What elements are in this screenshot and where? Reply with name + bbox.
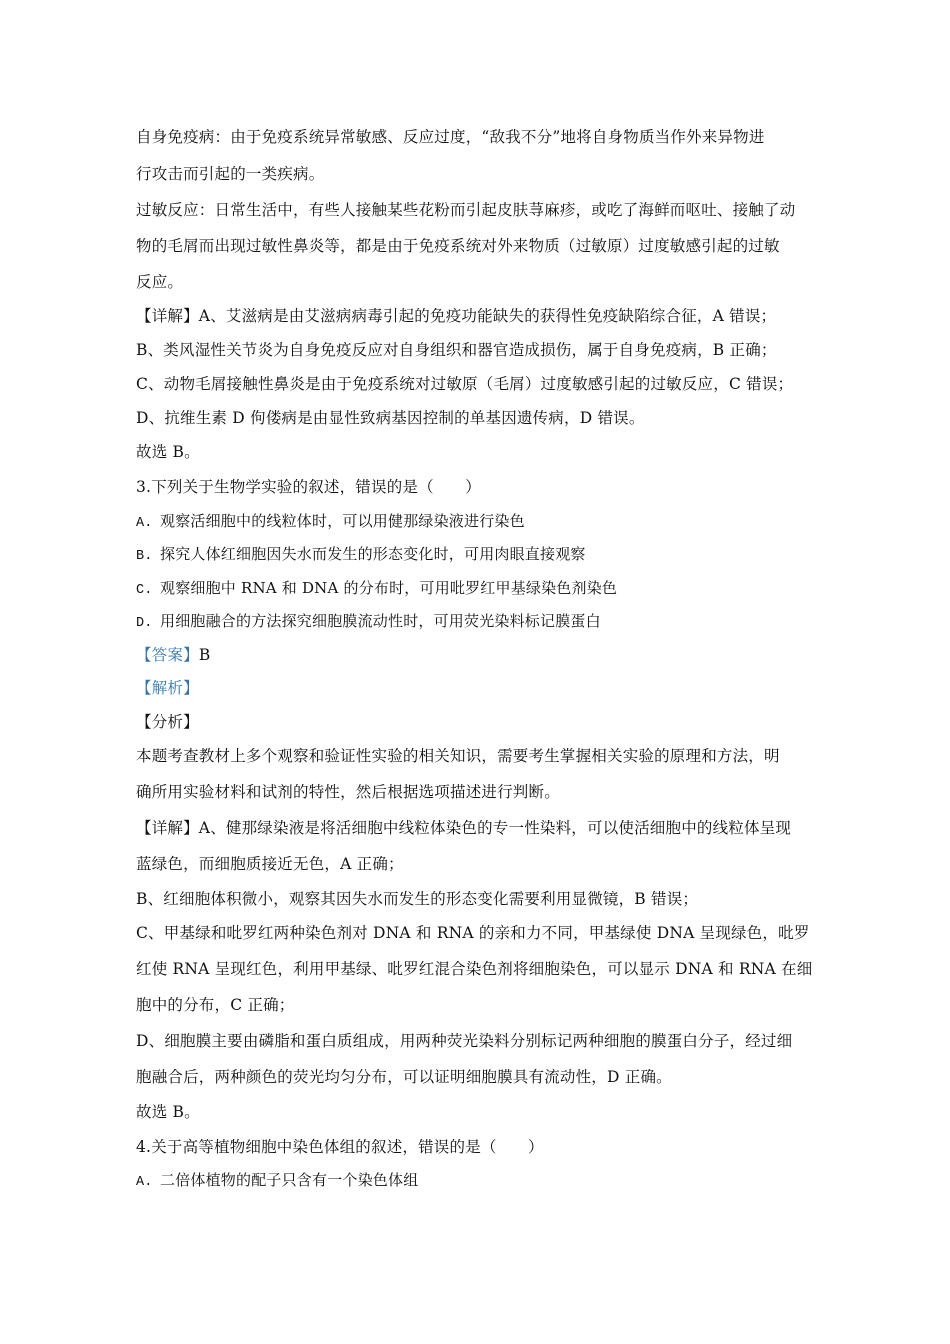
detail-line: 故选 B。 bbox=[136, 1103, 200, 1121]
detail-line: 胞中的分布，C 正确； bbox=[136, 996, 295, 1014]
fenxi-line: 确所用实验材料和试剂的特性，然后根据选项描述进行判断。 bbox=[136, 783, 560, 801]
option-text: 用细胞融合的方法探究细胞膜流动性时，可用荧光染料标记膜蛋白 bbox=[160, 612, 601, 630]
analysis-label: 【解析】 bbox=[136, 679, 199, 697]
option-text: 探究人体红细胞因失水而发生的形态变化时，可用肉眼直接观察 bbox=[160, 545, 586, 563]
paragraph-line: 反应。 bbox=[136, 273, 184, 291]
paragraph-line: D、抗维生素 D 佝偻病是由显性致病基因控制的单基因遗传病，D 错误。 bbox=[136, 409, 645, 427]
detail-line: 胞融合后，两种颜色的荧光均匀分布，可以证明细胞膜具有流动性，D 正确。 bbox=[136, 1068, 672, 1086]
option-text: 观察细胞中 RNA 和 DNA 的分布时，可用吡罗红甲基绿染色剂染色 bbox=[160, 579, 618, 597]
question-3-stem: 3.下列关于生物学实验的叙述，错误的是（ ） bbox=[136, 478, 481, 496]
paragraph-line: 自身免疫病：由于免疫系统异常敏感、反应过度，“敌我不分”地将自身物质当作外来异物进 bbox=[136, 128, 765, 146]
detail-line: D、细胞膜主要由磷脂和蛋白质组成，用两种荧光染料分别标记两种细胞的膜蛋白分子，经过细 bbox=[136, 1032, 793, 1050]
option-text: 观察活细胞中的线粒体时，可以用健那绿染液进行染色 bbox=[160, 512, 525, 530]
question-3-option-c bbox=[136, 578, 826, 601]
detail-line: 蓝绿色，而细胞质接近无色，A 正确； bbox=[136, 855, 404, 873]
fenxi-line: 本题考查教材上多个观察和验证性实验的相关知识，需要考生掌握相关实验的原理和方法，明 bbox=[136, 747, 780, 765]
question-4-stem: 4.关于高等植物细胞中染色体组的叙述，错误的是（ ） bbox=[136, 1138, 544, 1156]
option-key: A. bbox=[136, 516, 153, 531]
paragraph-line: B、类风湿性关节炎为自身免疫反应对自身组织和器官造成损伤，属于自身免疫病，B 正确； bbox=[136, 341, 777, 359]
detail-line: 红使 RNA 呈现红色，利用甲基绿、吡罗红混合染色剂将细胞染色，可以显示 DNA 和 RNA 在细 bbox=[136, 960, 813, 978]
option-key: B. bbox=[136, 549, 153, 564]
paragraph-line: 故选 B。 bbox=[136, 443, 200, 461]
option-key: A. bbox=[136, 1175, 153, 1190]
question-3-option-b bbox=[136, 544, 826, 567]
question-4-option-a bbox=[136, 1170, 826, 1193]
fenxi-label: 【分析】 bbox=[136, 713, 199, 731]
paragraph-line: 【详解】A、艾滋病是由艾滋病病毒引起的免疫功能缺失的获得性免疫缺陷综合征，A 错误； bbox=[136, 307, 777, 325]
paragraph-line: 行攻击而引起的一类疾病。 bbox=[136, 165, 325, 183]
detail-line: 【详解】A、健那绿染液是将活细胞中线粒体染色的专一性染料，可以使活细胞中的线粒体呈现 bbox=[136, 819, 792, 837]
detail-line: B、红细胞体积微小，观察其因失水而发生的形态变化需要利用显微镜，B 错误； bbox=[136, 890, 699, 908]
option-text: 二倍体植物的配子只含有一个染色体组 bbox=[160, 1171, 419, 1189]
question-3-option-a bbox=[136, 511, 826, 534]
paragraph-line: C、动物毛屑接触性鼻炎是由于免疫系统对过敏原（毛屑）过度敏感引起的过敏反应，C 错误； bbox=[136, 375, 794, 393]
question-3-option-d bbox=[136, 611, 826, 634]
detail-line: C、甲基绿和吡罗红两种染色剂对 DNA 和 RNA 的亲和力不同，甲基绿使 DNA 呈现绿色，吡罗 bbox=[136, 924, 810, 942]
paragraph-line: 物的毛屑而出现过敏性鼻炎等，都是由于免疫系统对外来物质（过敏原）过度敏感引起的过敏 bbox=[136, 237, 780, 255]
answer-line bbox=[136, 645, 826, 665]
option-key: D. bbox=[136, 616, 153, 631]
paragraph-line: 过敏反应：日常生活中，有些人接触某些花粉而引起皮肤荨麻疹，或吃了海鲜而呕吐、接触了动 bbox=[136, 201, 796, 219]
answer-label: 【答案】 bbox=[136, 646, 199, 664]
answer-value: B bbox=[198, 646, 211, 664]
option-key: C. bbox=[136, 583, 153, 598]
